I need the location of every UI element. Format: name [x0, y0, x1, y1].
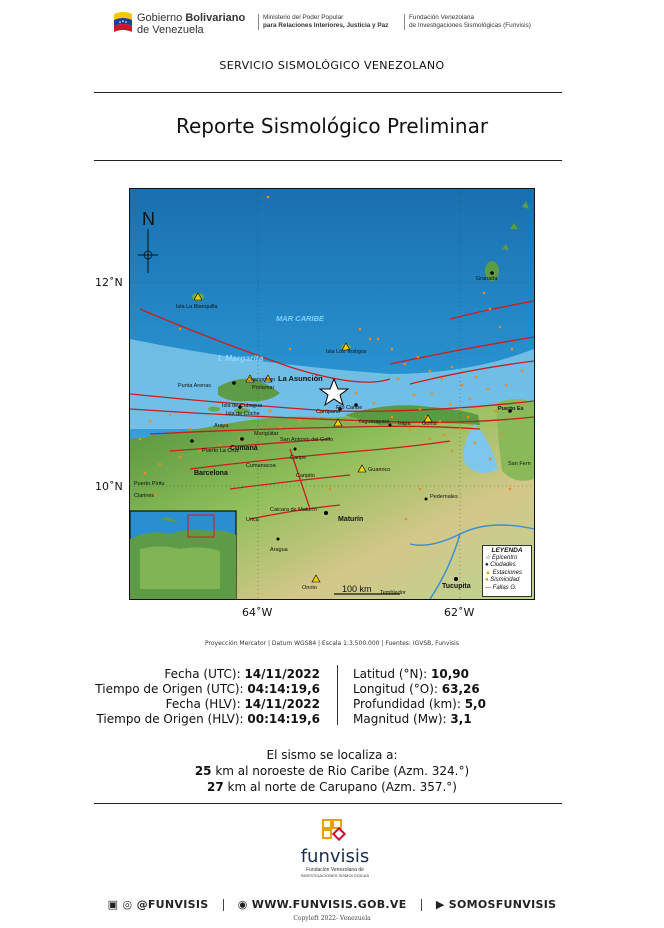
label-urica: Urica: [246, 517, 259, 523]
seismic-map: [129, 188, 535, 600]
label-rio-caribe: Río Caribe: [336, 405, 363, 411]
label-sea: MAR CARIBE: [276, 314, 324, 323]
detail-latitude: Latitud (°N): 10,90: [353, 667, 469, 681]
svg-text:N: N: [142, 209, 155, 229]
label-caicara: Caicara de Maturín: [270, 507, 317, 513]
social-handle[interactable]: @FUNVISIS: [136, 898, 209, 911]
government-header: [112, 8, 542, 40]
label-cumana: Cumaná: [230, 445, 258, 452]
label-carupano: Carúpano: [316, 409, 341, 415]
label-guiria: Güiria: [422, 421, 437, 427]
legend-item-seismicity: ● Sismicidad: [485, 577, 520, 583]
detail-time-hlv: Tiempo de Origen (HLV): 00:14:19,6: [96, 712, 320, 726]
location-intro: El sismo se localiza a:: [266, 748, 398, 762]
label-puerto-la-cruz: Puerto La Cruz: [202, 448, 239, 454]
label-la-asuncion: La Asunción: [278, 374, 323, 383]
ministry-name: Ministerio del Poder Popular para Relaciones Interiores, Justicia y Paz: [258, 14, 413, 30]
location-line-2: 27 km al norte de Carupano (Azm. 357.°): [207, 780, 457, 794]
label-pedernales: Pedernales: [430, 494, 458, 500]
label-barcelona: Barcelona: [194, 470, 228, 477]
funvisis-logo-icon: [290, 818, 380, 890]
label-blanquilla: Isla La Blanquilla: [176, 304, 218, 310]
label-testigos: Isla Los Testigos: [326, 349, 367, 355]
label-caripe: Caripe: [290, 455, 307, 461]
divider: [94, 92, 562, 93]
foundation-name: Fundación Venezolana de Investigaciones Sismológicas (Funvisis): [404, 14, 549, 30]
legend-item-epicenter: ☆ Epicentro: [485, 554, 518, 561]
label-caripito: Caripito: [296, 473, 315, 479]
svg-text:100 km: 100 km: [342, 584, 372, 594]
page-title: Reporte Sismológico Preliminar: [175, 114, 489, 138]
label-clarines: Clarines: [134, 493, 155, 499]
label-temblador: Temblador: [380, 590, 406, 596]
label-puerto-es: Puerto Es: [498, 406, 524, 412]
label-aragua: Aragua: [270, 547, 288, 553]
website-link[interactable]: WWW.FUNVISIS.GOB.VE: [251, 898, 407, 911]
web-icon[interactable]: ◉: [237, 898, 248, 911]
legend-item-cities: ● Ciudades: [485, 562, 516, 568]
label-cumanacoa: Cumanacoa: [246, 463, 276, 469]
legend-item-faults: — Fallas G.: [485, 584, 517, 591]
map-caption: Proyección Mercator | Datum WGS84 | Escala 1:3.500.000 | Fuentes: IGVSB, Funvisis: [205, 640, 459, 647]
label-san-fer: San Fern: [508, 461, 531, 467]
detail-longitude: Longitud (°O): 63,26: [353, 682, 480, 696]
detail-date-hlv: Fecha (HLV): 14/11/2022: [165, 697, 320, 711]
lat-label-10n: 10˚N: [95, 480, 123, 493]
venezuela-flag-icon: [112, 10, 134, 36]
label-onoto: Onoto: [302, 585, 317, 591]
label-mariguitar: Marigüitar: [254, 431, 279, 437]
label-irapa: Irapa: [398, 421, 411, 427]
map-svg: [130, 189, 534, 599]
label-porlamar: Porlamar: [252, 385, 275, 391]
footer-separator: [421, 899, 422, 911]
label-san-antonio: San Antonio del Golfo: [280, 437, 334, 443]
lat-label-12n: 12˚N: [95, 276, 123, 289]
svg-text:funvisis: funvisis: [300, 846, 370, 867]
label-coche: Isla de Coche: [226, 411, 260, 417]
label-guanoco: Guanoco: [368, 467, 391, 473]
details-divider: [337, 665, 338, 725]
detail-time-utc: Tiempo de Origen (UTC): 04:14:19,6: [95, 682, 320, 696]
legend-item-stations: ▲ Estaciones: [485, 569, 522, 576]
lon-label-62w: 62˚W: [444, 606, 475, 619]
footer-separator: [223, 899, 224, 911]
svg-text:INVESTIGACIONES SISMOLÓGICAS: INVESTIGACIONES SISMOLÓGICAS: [300, 873, 370, 878]
footer-links: [0, 898, 664, 911]
lon-label-64w: 64˚W: [242, 606, 273, 619]
funvisis-logo: [290, 818, 380, 890]
service-name: SERVICIO SISMOLÓGICO VENEZOLANO: [219, 59, 445, 72]
government-name: Gobierno Bolivariano de Venezuela: [137, 12, 246, 36]
label-grenada: Granada: [476, 276, 498, 282]
label-araya: Araya: [214, 423, 229, 429]
detail-depth: Profundidad (km): 5,0: [353, 697, 486, 711]
label-margarita: I. Margarita: [218, 353, 264, 363]
divider: [94, 160, 562, 161]
divider: [94, 803, 562, 804]
label-punta-arenas: Punta Arenas: [178, 383, 212, 389]
instagram-icon[interactable]: ◎: [122, 898, 133, 911]
detail-magnitude: Magnitud (Mw): 3,1: [353, 712, 472, 726]
youtube-link[interactable]: SOMOSFUNVISIS: [448, 898, 557, 911]
map-legend: [482, 545, 532, 597]
youtube-icon[interactable]: ▶: [435, 898, 445, 911]
label-tucupita: Tucupita: [442, 583, 471, 590]
label-puerto-pirito: Puerto Píritu: [134, 481, 165, 487]
svg-text:Fundación Venezolana de: Fundación Venezolana de: [306, 867, 364, 873]
label-yaguaraparo: Yaguaraparo: [358, 419, 390, 425]
twitter-icon[interactable]: ▣: [107, 898, 119, 911]
inset-map: [130, 511, 236, 599]
legend-title: LEYENDA: [491, 547, 523, 554]
label-maturin: Maturín: [338, 516, 364, 523]
label-juangriego: Juangriego: [248, 377, 276, 383]
detail-date-utc: Fecha (UTC): 14/11/2022: [164, 667, 320, 681]
copyleft: Copyleft 2022- Venezuela: [293, 915, 371, 922]
location-line-1: 25 km al noroeste de Rio Caribe (Azm. 324.°): [194, 764, 470, 778]
label-cubagua: Isla de Cubagua: [222, 403, 263, 409]
